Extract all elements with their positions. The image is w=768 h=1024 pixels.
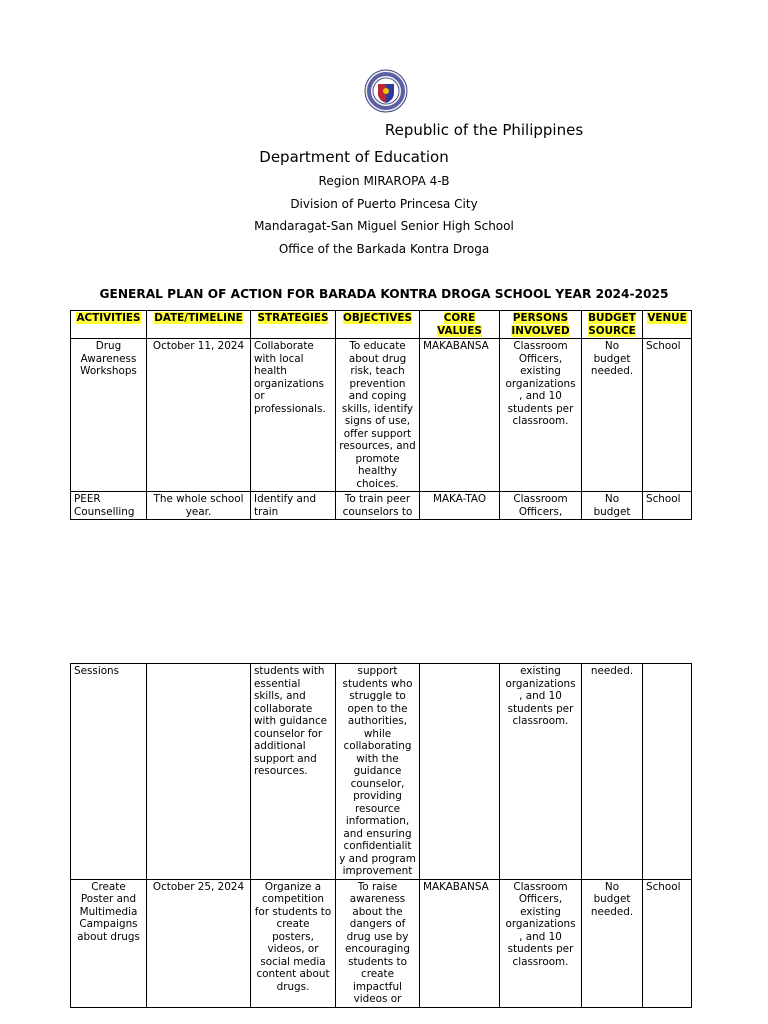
office-line: Office of the Barkada Kontra Droga [278,242,490,256]
republic-heading: Republic of the Philippines [384,121,584,139]
cell-activity: PEER Counselling [71,492,147,520]
department-heading: Department of Education [259,148,449,166]
table-row [71,492,692,520]
cell-core-values: MAKABANSA [420,339,500,492]
cell-date: October 25, 2024 [147,879,251,1007]
cell-strategies: Collaborate with local health organizations or professionals. [251,339,336,492]
cell-persons: Classroom Officers, existing organizations , and 10 students per classroom. [500,879,582,1007]
cell-strategies: students with essential skills, and collaborate with guidance counselor for additional support and resources. [251,664,336,880]
cell-strategies: Organize a competition for students to create posters, videos, or social media content about drugs. [251,879,336,1007]
table-header-row [71,311,692,339]
cell-date: The whole school year. [147,492,251,520]
cell-activity: Create Poster and Multimedia Campaigns about drugs [71,879,147,1007]
column-header-core-values: CORE VALUES [420,311,500,339]
table-row [71,664,692,880]
division-line: Division of Puerto Princesa City [290,197,478,211]
cell-budget: No budget needed. [582,879,643,1007]
cell-objectives: support students who struggle to open to the authorities, while collaborating with the guidance counselor, providing resource information, and ensuring confidentialit y and program improvement [336,664,420,880]
deped-seal-logo [364,69,408,113]
document-title: GENERAL PLAN OF ACTION FOR BARADA KONTRA DROGA SCHOOL YEAR 2024-2025 [99,287,669,301]
table-row [71,879,692,1007]
cell-persons: existing organizations , and 10 students per classroom. [500,664,582,880]
cell-activity: Sessions [71,664,147,880]
cell-budget: needed. [582,664,643,880]
cell-activity: Drug Awareness Workshops [71,339,147,492]
cell-budget: No budget needed. [582,339,643,492]
cell-core-values [420,664,500,880]
cell-venue: School [643,879,692,1007]
cell-persons: Classroom Officers, [500,492,582,520]
column-header-objectives: OBJECTIVES [336,311,420,339]
school-line: Mandaragat-San Miguel Senior High School [254,219,514,233]
cell-venue: School [643,492,692,520]
cell-persons: Classroom Officers, existing organizations , and 10 students per classroom. [500,339,582,492]
cell-date: October 11, 2024 [147,339,251,492]
cell-core-values: MAKA-TAO [420,492,500,520]
column-header-strategies: STRATEGIES [251,311,336,339]
plan-table-page1 [70,310,692,520]
cell-venue: School [643,339,692,492]
column-header-budget: BUDGET SOURCE [582,311,643,339]
cell-strategies: Identify and train [251,492,336,520]
column-header-persons: PERSONS INVOLVED [500,311,582,339]
region-line: Region MIRAROPA 4-B [318,174,450,188]
cell-date [147,664,251,880]
column-header-date: DATE/TIMELINE [147,311,251,339]
column-header-venue: VENUE [643,311,692,339]
cell-budget: No budget [582,492,643,520]
cell-objectives: To educate about drug risk, teach prevention and coping skills, identify signs of use, offer support resources, and promote healthy choices. [336,339,420,492]
cell-objectives: To train peer counselors to [336,492,420,520]
column-header-activities: ACTIVITIES [71,311,147,339]
plan-table-page2 [70,663,692,1008]
cell-venue [643,664,692,880]
table-row [71,339,692,492]
cell-objectives: To raise awareness about the dangers of drug use by encouraging students to create impactful videos or [336,879,420,1007]
cell-core-values: MAKABANSA [420,879,500,1007]
